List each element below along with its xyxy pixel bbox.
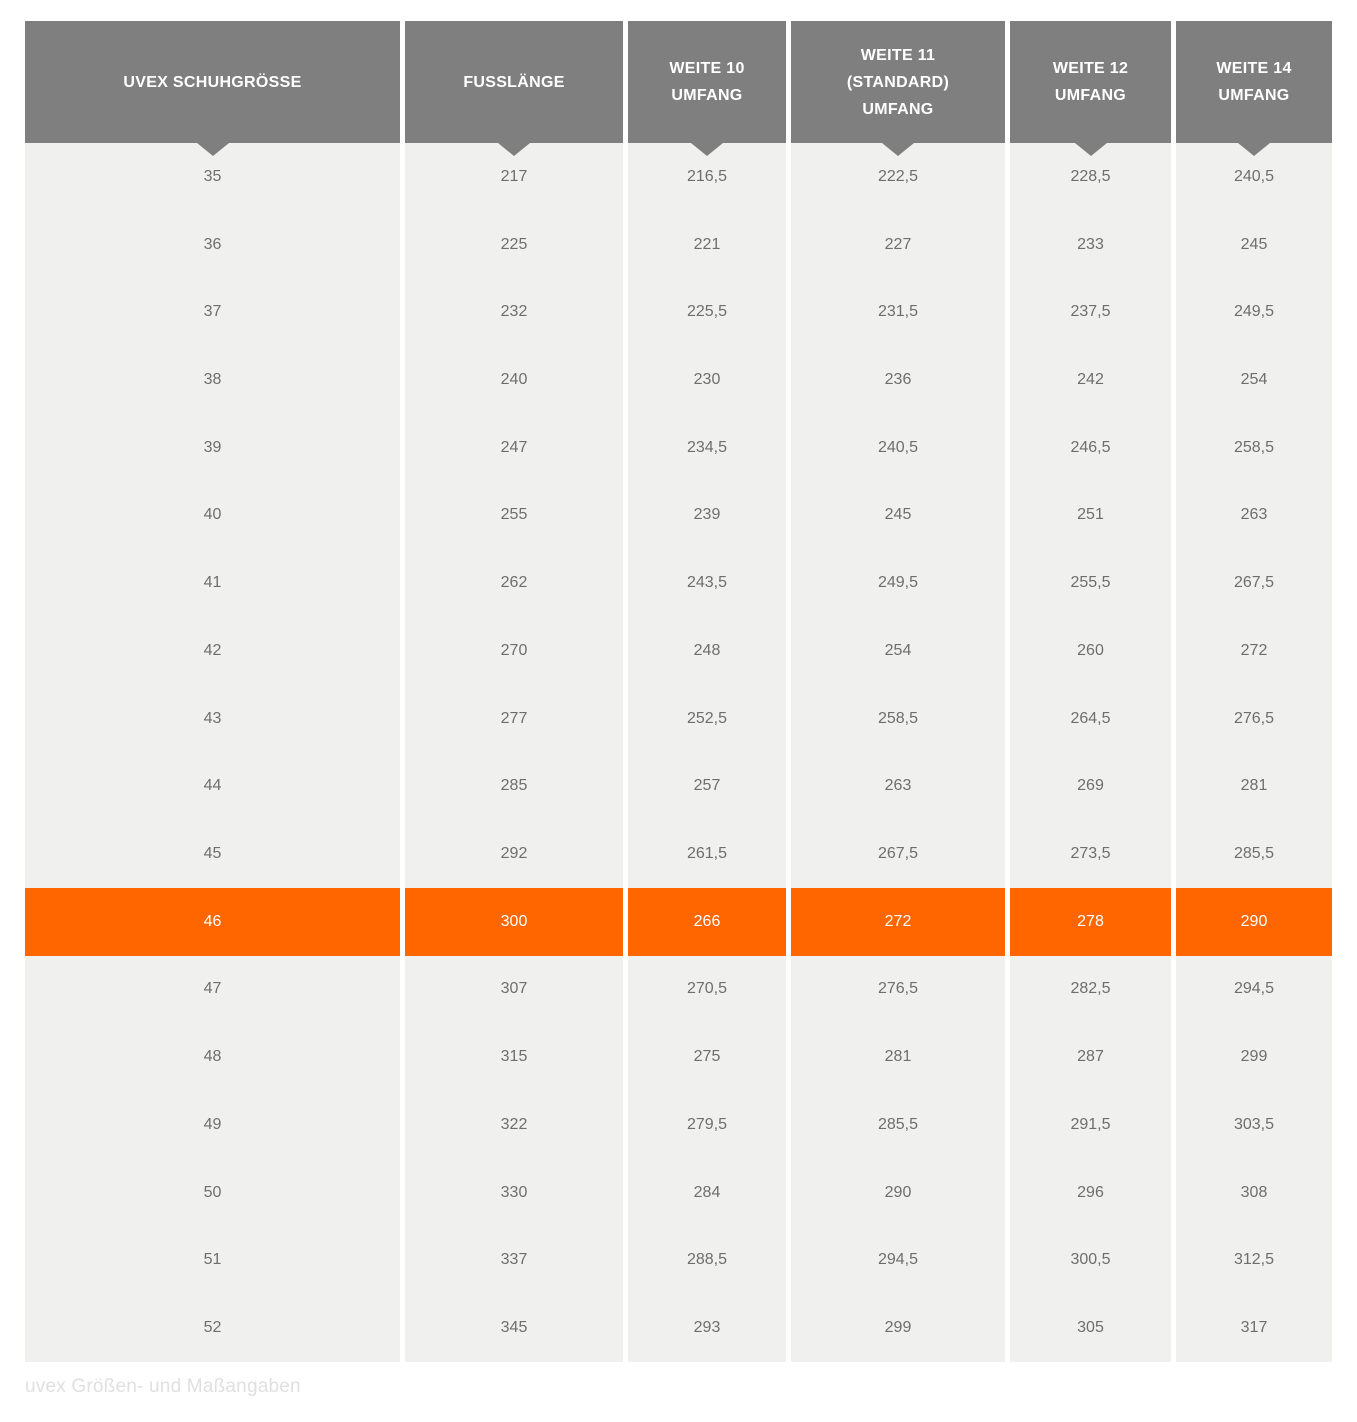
column-header-label — [123, 69, 301, 96]
table-cell: 305 — [1010, 1294, 1171, 1362]
table-cell: 303,5 — [1176, 1091, 1332, 1159]
table-cell: 52 — [25, 1294, 400, 1362]
table-cell: 255,5 — [1010, 549, 1171, 617]
table-cell: 41 — [25, 549, 400, 617]
column-header-label — [463, 69, 564, 96]
table-cell: 276,5 — [791, 956, 1005, 1024]
table-cell: 221 — [628, 211, 786, 279]
table-cell: 267,5 — [791, 820, 1005, 888]
table-cell: 47 — [25, 956, 400, 1024]
table-cell: 315 — [405, 1023, 623, 1091]
table-cell: 225,5 — [628, 278, 786, 346]
table-cell: 266 — [628, 888, 786, 956]
triangle-down-icon — [882, 143, 914, 156]
table-cell: 262 — [405, 549, 623, 617]
table-cell: 322 — [405, 1091, 623, 1159]
table-cell: 216,5 — [628, 143, 786, 211]
column-header-label — [669, 55, 744, 109]
table-cell: 290 — [791, 1159, 1005, 1227]
table-cell: 300 — [405, 888, 623, 956]
table-cell: 242 — [1010, 346, 1171, 414]
table-cell: 35 — [25, 143, 400, 211]
size-chart-body — [25, 143, 1332, 1362]
column-header-line: UVEX SCHUHGRÖSSE — [123, 73, 302, 91]
table-cell: 230 — [628, 346, 786, 414]
table-cell: 294,5 — [1176, 956, 1332, 1024]
table-cell: 307 — [405, 956, 623, 1024]
table-cell: 245 — [791, 482, 1005, 550]
table-cell: 279,5 — [628, 1091, 786, 1159]
column-header-width-10 — [628, 21, 786, 143]
triangle-down-icon — [1075, 143, 1107, 156]
table-cell: 284 — [628, 1159, 786, 1227]
table-cell: 48 — [25, 1023, 400, 1091]
table-cell: 254 — [1176, 346, 1332, 414]
size-chart-header — [25, 21, 1332, 143]
table-cell: 308 — [1176, 1159, 1332, 1227]
column-header-line: FUSSLÄNGE — [463, 73, 565, 91]
table-cell: 246,5 — [1010, 414, 1171, 482]
table-cell: 269 — [1010, 752, 1171, 820]
table-cell: 237,5 — [1010, 278, 1171, 346]
table-cell: 317 — [1176, 1294, 1332, 1362]
column-header-line: (STANDARD) — [846, 73, 950, 91]
triangle-down-icon — [498, 143, 530, 156]
column-header-line: UMFANG — [671, 87, 743, 104]
table-cell: 287 — [1010, 1023, 1171, 1091]
table-cell: 263 — [1176, 482, 1332, 550]
table-cell: 276,5 — [1176, 685, 1332, 753]
column-header-size — [25, 21, 400, 143]
table-cell: 249,5 — [1176, 278, 1332, 346]
table-cell: 337 — [405, 1227, 623, 1295]
triangle-down-icon — [1238, 143, 1270, 156]
table-cell: 257 — [628, 752, 786, 820]
table-cell: 247 — [405, 414, 623, 482]
table-cell: 282,5 — [1010, 956, 1171, 1024]
table-cell: 217 — [405, 143, 623, 211]
table-cell: 285,5 — [791, 1091, 1005, 1159]
table-cell: 258,5 — [1176, 414, 1332, 482]
triangle-down-icon — [197, 143, 229, 156]
table-cell: 225 — [405, 211, 623, 279]
table-cell: 248 — [628, 617, 786, 685]
column-header-label — [1216, 55, 1291, 109]
table-cell: 299 — [791, 1294, 1005, 1362]
table-cell: 40 — [25, 482, 400, 550]
table-cell: 267,5 — [1176, 549, 1332, 617]
size-chart — [25, 21, 1332, 1362]
column-header-width-11 — [791, 21, 1005, 143]
table-cell: 275 — [628, 1023, 786, 1091]
table-cell: 236 — [791, 346, 1005, 414]
table-cell: 249,5 — [791, 549, 1005, 617]
table-cell: 227 — [791, 211, 1005, 279]
table-cell: 234,5 — [628, 414, 786, 482]
table-cell: 285 — [405, 752, 623, 820]
column-header-line: UMFANG — [1218, 87, 1290, 104]
table-cell: 300,5 — [1010, 1227, 1171, 1295]
table-cell: 263 — [791, 752, 1005, 820]
table-cell: 39 — [25, 414, 400, 482]
table-cell: 294,5 — [791, 1227, 1005, 1295]
table-cell: 255 — [405, 482, 623, 550]
table-cell: 45 — [25, 820, 400, 888]
table-cell: 281 — [1176, 752, 1332, 820]
table-cell: 296 — [1010, 1159, 1171, 1227]
table-cell: 264,5 — [1010, 685, 1171, 753]
table-cell: 278 — [1010, 888, 1171, 956]
table-cell: 44 — [25, 752, 400, 820]
table-cell: 272 — [791, 888, 1005, 956]
table-cell: 51 — [25, 1227, 400, 1295]
table-cell: 240 — [405, 346, 623, 414]
table-cell: 261,5 — [628, 820, 786, 888]
table-cell: 228,5 — [1010, 143, 1171, 211]
table-cell: 288,5 — [628, 1227, 786, 1295]
table-cell: 232 — [405, 278, 623, 346]
column-header-width-12 — [1010, 21, 1171, 143]
table-cell: 251 — [1010, 482, 1171, 550]
table-cell: 270 — [405, 617, 623, 685]
table-cell: 281 — [791, 1023, 1005, 1091]
column-header-line: UMFANG — [862, 100, 934, 118]
table-cell: 273,5 — [1010, 820, 1171, 888]
column-header-line: WEITE 10 — [669, 60, 745, 77]
table-cell: 277 — [405, 685, 623, 753]
table-cell: 272 — [1176, 617, 1332, 685]
table-cell: 258,5 — [791, 685, 1005, 753]
triangle-down-icon — [691, 143, 723, 156]
column-header-width-14 — [1176, 21, 1332, 143]
table-cell: 240,5 — [1176, 143, 1332, 211]
table-cell: 222,5 — [791, 143, 1005, 211]
table-cell: 233 — [1010, 211, 1171, 279]
table-cell: 37 — [25, 278, 400, 346]
table-cell: 245 — [1176, 211, 1332, 279]
column-header-line: WEITE 12 — [1052, 60, 1129, 77]
table-cell: 42 — [25, 617, 400, 685]
table-cell: 43 — [25, 685, 400, 753]
table-cell: 254 — [791, 617, 1005, 685]
column-header-line: WEITE 14 — [1216, 60, 1292, 77]
column-header-line: WEITE 11 — [860, 46, 936, 64]
column-header-label — [847, 42, 949, 123]
table-cell: 285,5 — [1176, 820, 1332, 888]
table-cell: 312,5 — [1176, 1227, 1332, 1295]
table-cell: 50 — [25, 1159, 400, 1227]
column-header-line: UMFANG — [1054, 87, 1127, 104]
table-cell: 243,5 — [628, 549, 786, 617]
column-header-foot-length — [405, 21, 623, 143]
table-cell: 293 — [628, 1294, 786, 1362]
table-cell: 239 — [628, 482, 786, 550]
table-cell: 345 — [405, 1294, 623, 1362]
table-cell: 240,5 — [791, 414, 1005, 482]
table-cell: 260 — [1010, 617, 1171, 685]
table-cell: 330 — [405, 1159, 623, 1227]
table-cell: 46 — [25, 888, 400, 956]
table-cell: 49 — [25, 1091, 400, 1159]
table-cell: 38 — [25, 346, 400, 414]
table-caption: uvex Größen- und Maßangaben — [25, 1376, 301, 1397]
table-cell: 292 — [405, 820, 623, 888]
column-header-label — [1053, 55, 1128, 109]
table-cell: 36 — [25, 211, 400, 279]
table-cell: 290 — [1176, 888, 1332, 956]
table-cell: 231,5 — [791, 278, 1005, 346]
table-cell: 299 — [1176, 1023, 1332, 1091]
table-cell: 291,5 — [1010, 1091, 1171, 1159]
table-cell: 270,5 — [628, 956, 786, 1024]
table-cell: 252,5 — [628, 685, 786, 753]
